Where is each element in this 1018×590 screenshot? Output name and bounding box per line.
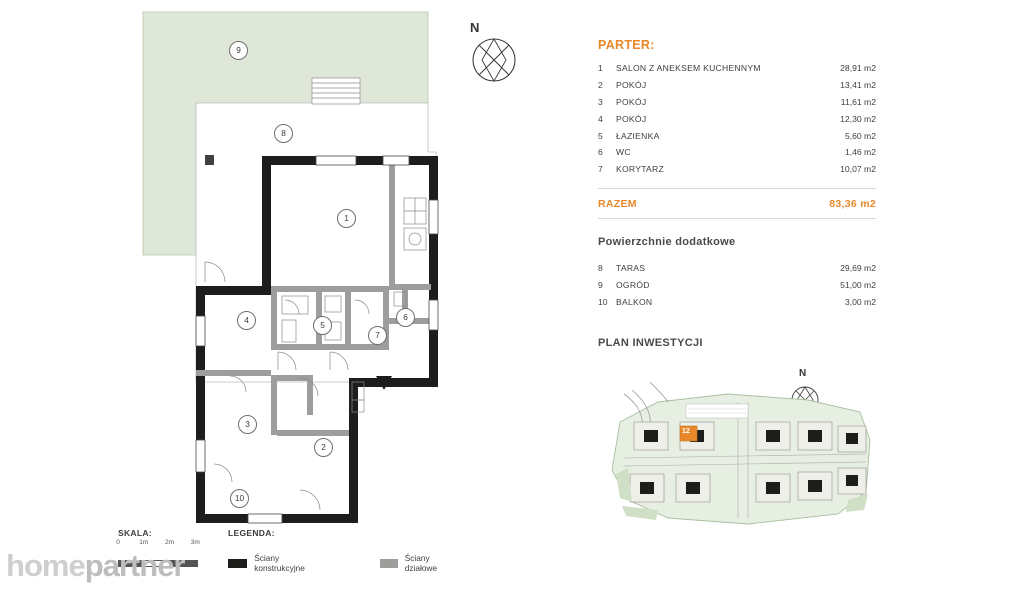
table-row	[598, 60, 876, 77]
total-value: 83,36 m2	[829, 198, 876, 210]
compass-main	[466, 22, 526, 84]
logo-part-1: h	[6, 548, 24, 583]
table-row	[598, 161, 876, 178]
room-badge-2: 2	[314, 438, 333, 457]
legend-text-structural: Ściany konstrukcyjne	[254, 553, 305, 573]
room-badge-4: 4	[237, 311, 256, 330]
room-badge-8: 8	[274, 124, 293, 143]
scale-tick-2: 2m	[164, 539, 174, 546]
room-number: 7	[598, 164, 603, 175]
room-number: 5	[598, 130, 603, 141]
legend-swatch-structural	[228, 559, 247, 568]
room-name: SALON Z ANEKSEM KUCHENNYM	[616, 63, 761, 74]
extra-areas-title: Powierzchnie dodatkowe	[598, 236, 736, 248]
room-number: 2	[598, 80, 603, 91]
extra-name: TARAS	[616, 263, 646, 274]
room-badge-9: 9	[229, 41, 248, 60]
room-area-table	[598, 60, 876, 177]
room-area: 11,61 m2	[840, 96, 876, 107]
legend-text-partition: Ściany działowe	[404, 553, 438, 573]
total-label: RAZEM	[598, 198, 637, 210]
room-name: POKÓJ	[616, 96, 647, 107]
brand-logo	[6, 548, 185, 584]
room-number: 6	[598, 147, 603, 158]
highlighted-unit-label: 12	[682, 428, 690, 435]
investment-plan-title: PLAN INWESTYCJI	[598, 337, 703, 349]
divider-top	[598, 188, 876, 189]
room-number: 4	[598, 113, 603, 124]
extra-number: 8	[598, 263, 603, 274]
site-label-block	[686, 404, 748, 418]
legend-label: LEGENDA:	[228, 528, 275, 538]
extra-area: 3,00 m2	[844, 296, 876, 307]
table-row	[598, 110, 876, 127]
room-name: ŁAZIENKA	[616, 130, 660, 141]
stairs-hatch	[312, 78, 360, 104]
site-plan-svg	[598, 382, 888, 542]
table-row	[598, 127, 876, 144]
scale-tick-3: 3m	[190, 539, 200, 546]
table-row	[598, 260, 876, 277]
info-panel	[590, 0, 1018, 590]
extra-area: 51,00 m2	[840, 280, 876, 291]
room-badge-10: 10	[230, 489, 249, 508]
room-badge-6: 6	[396, 308, 415, 327]
extra-number: 10	[598, 296, 608, 307]
compass-site-north-label: N	[799, 368, 807, 379]
legend-item-partition	[380, 553, 445, 573]
room-name: POKÓJ	[616, 113, 647, 124]
room-name: POKÓJ	[616, 80, 647, 91]
room-area: 5,60 m2	[844, 130, 876, 141]
floor-title: PARTER:	[598, 38, 655, 52]
compass-north-label: N	[470, 20, 480, 35]
extra-area-table	[598, 260, 876, 310]
room-area-rows	[598, 60, 876, 177]
extra-name: BALKON	[616, 296, 653, 307]
table-row	[598, 77, 876, 94]
table-row	[598, 294, 876, 311]
legend-swatch-partition	[380, 559, 398, 568]
extra-number: 9	[598, 280, 603, 291]
room-badge-3: 3	[238, 415, 257, 434]
room-name: KORYTARZ	[616, 164, 664, 175]
extra-name: OGRÓD	[616, 280, 650, 291]
room-area: 1,46 m2	[844, 147, 876, 158]
room-number: 1	[598, 63, 603, 74]
scale-tick-0: 0	[116, 539, 120, 546]
investment-site-plan	[598, 370, 888, 545]
room-area: 12,30 m2	[840, 113, 876, 124]
room-badge-1: 1	[337, 209, 356, 228]
room-name: WC	[616, 147, 631, 158]
logo-part-2: ome	[23, 548, 85, 583]
divider-bottom	[598, 218, 876, 219]
total-row	[598, 198, 876, 210]
room-area: 13,41 m2	[840, 80, 876, 91]
legend-item-structural	[228, 553, 312, 573]
table-row	[598, 94, 876, 111]
room-number: 3	[598, 96, 603, 107]
scale-block	[116, 528, 200, 546]
room-badge-7: 7	[368, 326, 387, 345]
room-area: 10,07 m2	[840, 164, 876, 175]
scale-tick-1: 1m	[139, 539, 149, 546]
table-row	[598, 277, 876, 294]
room-badge-5: 5	[313, 316, 332, 335]
room-area: 28,91 m2	[840, 63, 876, 74]
scale-label: SKALA:	[118, 528, 152, 538]
extra-area: 29,69 m2	[840, 263, 876, 274]
table-row	[598, 144, 876, 161]
logo-part-3: partner	[84, 548, 185, 583]
legend-block	[228, 528, 438, 573]
